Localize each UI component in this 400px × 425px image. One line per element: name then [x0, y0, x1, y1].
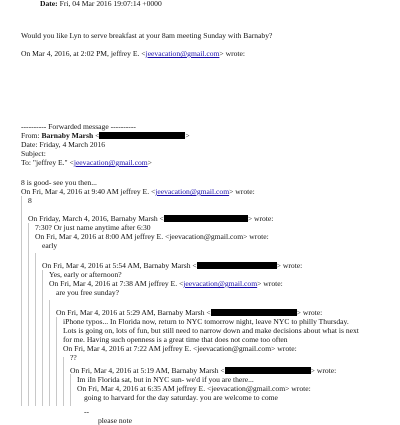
- quote-attribution-8: On Fri, Mar 4, 2016 at 7:22 AM jeffrey E. <jeevacation@gmail.com> wrote:: [63, 344, 297, 353]
- body-text: Would you like Lyn to serve breakfast at your 8am meeting Sunday with Barnaby?: [21, 31, 273, 40]
- message-text: 8: [28, 196, 32, 205]
- forward-subject: Subject:: [21, 149, 46, 158]
- message-text: ??: [70, 353, 77, 362]
- quote-attribution-4: On Fri, Mar 4, 2016 at 8:00 AM jeffrey E. <jeevacation@gmail.com> wrote:: [35, 232, 269, 241]
- forward-date: Date: Friday, 4 March 2016: [21, 140, 106, 149]
- redaction-box: [211, 309, 297, 316]
- quote-bar-level3: [35, 253, 36, 406]
- signature-dashes: --: [84, 407, 90, 416]
- email-link[interactable]: jeevacation@gmail.com: [145, 49, 220, 58]
- quote-attribution-2: On Fri, Mar 4, 2016 at 9:40 AM jeffrey E. <jeevacation@gmail.com> wrote:: [21, 187, 255, 196]
- message-text: going to harvard for the day saturday. you are welcome to come: [84, 393, 278, 402]
- signature-note: please note: [98, 416, 132, 425]
- quote-bar-level2: [28, 223, 29, 406]
- quote-attribution-5: On Fri, Mar 4, 2016 at 5:54 AM, Barnaby Marsh < > wrote:: [42, 261, 303, 270]
- message-text: Lots is going on, lots of fun, but still need to narrow down and make decisions about what is next: [63, 326, 359, 335]
- quote-bar-level4: [42, 270, 43, 406]
- email-link[interactable]: jeevacation@gmail.com: [73, 158, 148, 167]
- from-name: Barnaby Marsh: [41, 131, 94, 140]
- date-value: Fri, 04 Mar 2016 19:07:14 +0000: [59, 0, 162, 8]
- message-text: for me. Having such openness is a great time that does not come too often: [63, 335, 288, 344]
- forward-to: To: "jeffrey E." <jeevacation@gmail.com>: [21, 158, 152, 167]
- quote-attribution-3: On Friday, March 4, 2016, Barnaby Marsh < > wrote:: [28, 214, 274, 223]
- message-text: Im iIn Florida sat, but in NYC sun- we'd if you are there...: [77, 375, 254, 384]
- email-link[interactable]: jeevacation@gmail.com: [183, 279, 258, 288]
- message-text: 8 is good- see you then...: [21, 178, 97, 187]
- message-text: are you free sunday?: [56, 288, 120, 297]
- quote-attribution-1: On Mar 4, 2016, at 2:02 PM, jeffrey E. <jeevacation@gmail.com> wrote:: [21, 49, 246, 58]
- message-text: early: [42, 241, 58, 250]
- forward-separator: ---------- Forwarded message ----------: [21, 122, 136, 131]
- redaction-box: [225, 367, 311, 374]
- message-text: Yes, early or afternoon?: [49, 270, 122, 279]
- quote-bar-level6: [56, 317, 57, 406]
- quote-attribution-10: On Fri, Mar 4, 2016 at 6:35 AM jeffrey E. <jeevacation@gmail.com> wrote:: [77, 384, 311, 393]
- quote-bar-level5: [49, 300, 50, 406]
- quote-bar-level1: [21, 196, 22, 406]
- message-text: iPhone typos... In Florida now, return to NYC tomorrow night, leave NYC to philly Thursday.: [63, 317, 349, 326]
- quote-attribution-9: On Fri, Mar 4, 2016 at 5:19 AM, Barnaby Marsh < > wrote:: [70, 366, 337, 375]
- quote-attribution-7: On Fri, Mar 4, 2016 at 5:29 AM, Barnaby Marsh < > wrote:: [56, 308, 323, 317]
- redaction-box: [197, 262, 277, 269]
- quote-attribution-6: On Fri, Mar 4, 2016 at 7:38 AM jeffrey E. <jeevacation@gmail.com> wrote:: [49, 279, 283, 288]
- forward-from: From: Barnaby Marsh < >: [21, 131, 190, 140]
- redaction-box: [99, 132, 185, 139]
- quote-bar-level7: [63, 357, 64, 406]
- header-date: [40, 0, 162, 8]
- date-label: Date:: [40, 0, 58, 8]
- message-text: 7:30? Or just name anytime after 6:30: [35, 223, 151, 232]
- quote-bar-level8: [70, 374, 71, 406]
- redaction-box: [164, 215, 248, 222]
- email-link[interactable]: jeevacation@gmail.com: [155, 187, 230, 196]
